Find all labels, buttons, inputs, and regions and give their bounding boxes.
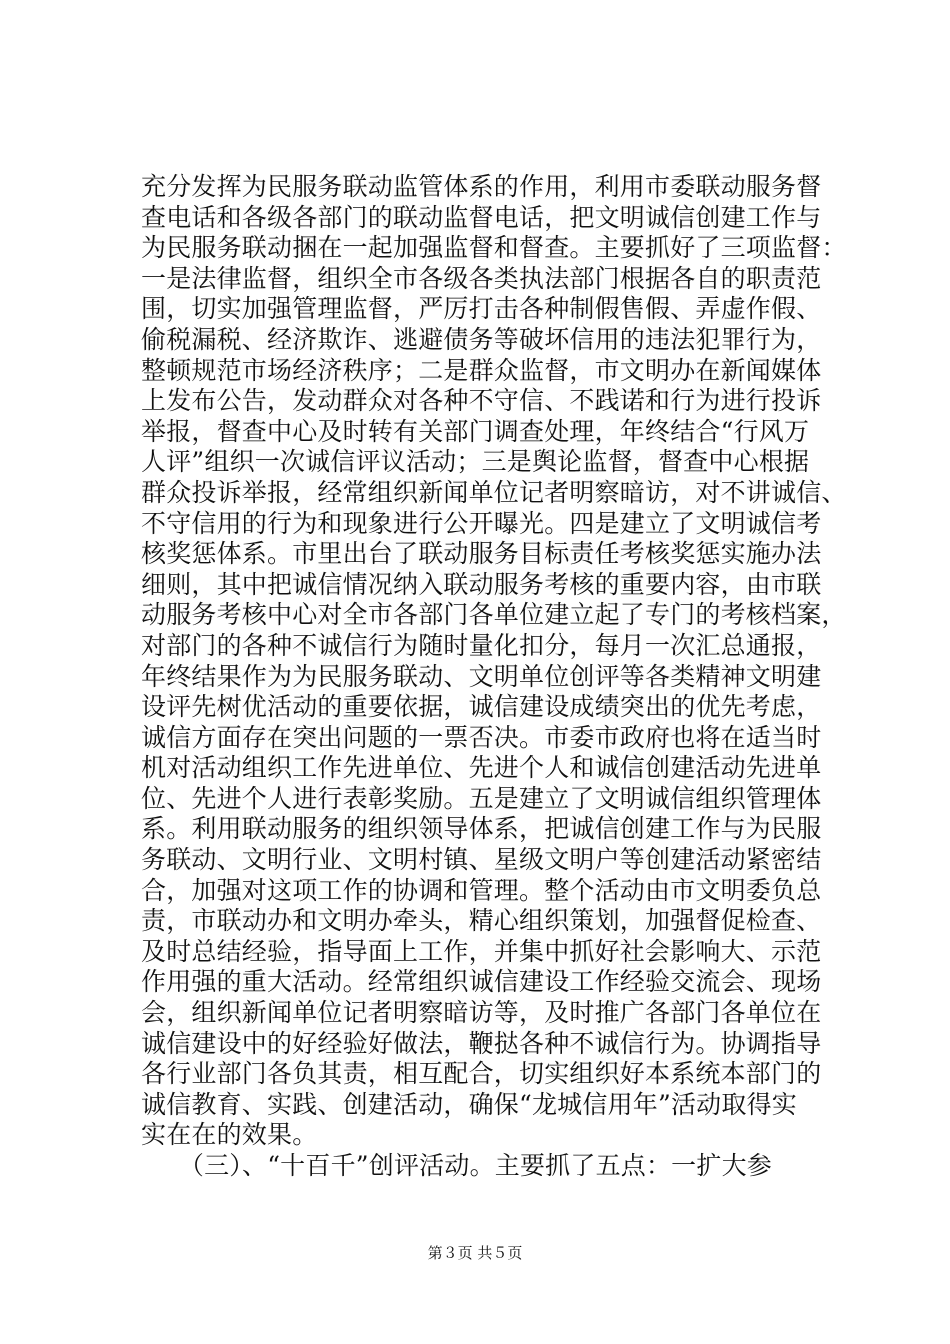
text-line: 上发布公告，发动群众对各种不守信、不践诺和行为进行投诉 [141, 386, 822, 416]
text-line: 设评先树优活动的重要依据，诚信建设成绩突出的优先考虑， [141, 692, 822, 722]
text-line: 人评”组织一次诚信评议活动；三是舆论监督，督查中心根据 [141, 447, 810, 477]
text-line: 群众投诉举报，经常组织新闻单位记者明察暗访，对不讲诚信、 [141, 477, 847, 507]
text-line: 诚信教育、实践、创建活动，确保“龙城信用年”活动取得实 [141, 1089, 797, 1119]
text-line: 为民服务联动捆在一起加强监督和督查。主要抓好了三项监督： [141, 233, 847, 263]
text-line: 会，组织新闻单位记者明察暗访等，及时推广各部门各单位在 [141, 998, 822, 1028]
text-line: 核奖惩体系。市里出台了联动服务目标责任考核奖惩实施办法 [141, 539, 822, 569]
text-line: 充分发挥为民服务联动监管体系的作用，利用市委联动服务督 [141, 172, 822, 201]
text-line: 实在在的效果。 [141, 1120, 318, 1150]
text-line: 务联动、文明行业、文明村镇、星级文明户等创建活动紧密结 [141, 845, 822, 875]
text-line: 不守信用的行为和现象进行公开曝光。四是建立了文明诚信考 [141, 508, 822, 538]
text-line: 细则，其中把诚信情况纳入联动服务考核的重要内容，由市联 [141, 569, 822, 599]
text-line: 合，加强对这项工作的协调和管理。整个活动由市文明委负总 [141, 875, 822, 905]
text-line: 作用强的重大活动。经常组织诚信建设工作经验交流会、现场 [141, 967, 822, 997]
section-heading-line: （三）、“十百千”创评活动。主要抓了五点：一扩大参 [141, 1151, 772, 1180]
text-line: 对部门的各种不诚信行为随时量化扣分，每月一次汇总通报， [141, 630, 822, 660]
text-line: 偷税漏税、经济欺诈、逃避债务等破坏信用的违法犯罪行为， [141, 324, 822, 354]
text-line: 各行业部门各负其责，相互配合，切实组织好本系统本部门的 [141, 1059, 822, 1089]
body-paragraph [141, 172, 847, 1182]
text-line: 及时总结经验，指导面上工作，并集中抓好社会影响大、示范 [141, 936, 822, 966]
text-line: 查电话和各级各部门的联动监督电话，把文明诚信创建工作与 [141, 202, 822, 232]
text-line: 一是法律监督，组织全市各级各类执法部门根据各自的职责范 [141, 263, 822, 293]
text-line: 围，切实加强管理监督，严厉打击各种制假售假、弄虚作假、 [141, 294, 822, 324]
text-line: 系。利用联动服务的组织领导体系，把诚信创建工作与为民服 [141, 814, 822, 844]
text-line: 年终结果作为为民服务联动、文明单位创评等各类精神文明建 [141, 661, 822, 691]
text-line: 位、先进个人进行表彰奖励。五是建立了文明诚信组织管理体 [141, 783, 822, 813]
text-line: 整顿规范市场经济秩序；二是群众监督，市文明办在新闻媒体 [141, 355, 822, 385]
text-line: 诚信方面存在突出问题的一票否决。市委市政府也将在适当时 [141, 722, 822, 752]
text-line: 动服务考核中心对全市各部门各单位建立起了专门的考核档案， [141, 600, 847, 630]
text-line: 诚信建设中的好经验好做法，鞭挞各种不诚信行为。协调指导 [141, 1028, 822, 1058]
page-number-footer: 第３页 共５页 [427, 1244, 523, 1262]
text-line: 责，市联动办和文明办牵头，精心组织策划，加强督促检查、 [141, 906, 822, 936]
text-line: 机对活动组织工作先进单位、先进个人和诚信创建活动先进单 [141, 753, 822, 783]
text-line: 举报，督查中心及时转有关部门调查处理，年终结合“行风万 [141, 416, 810, 446]
